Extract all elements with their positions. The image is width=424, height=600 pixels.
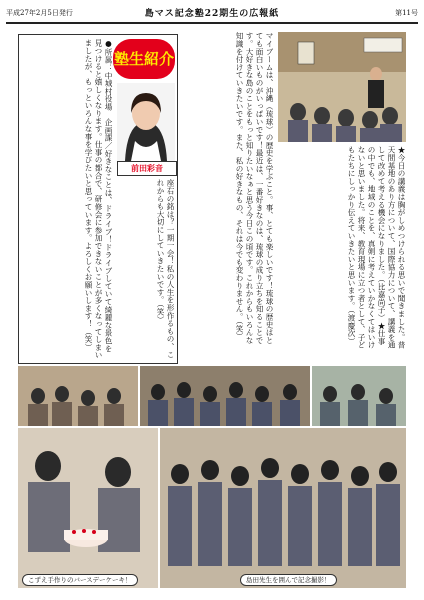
issue-number: 第11号	[395, 9, 418, 17]
intro-title: 塾生紹介	[113, 39, 175, 79]
newsletter-title: 島マス記念塾22期生の広報紙	[144, 9, 280, 19]
intro-text: ●所属：中城村役場 企画課／好きなことは、ドライブ！ドライブしていて綺麗な景色を見つけると嬉しくなります。仕事の都合で、研修会に参加できないことが多くなってしまいましたが、もっといろんな事を学びたいと思っています。よろしくお願いします！（笑）	[84, 39, 113, 359]
caption-birthday-cake: こずえ手作りのバースデーケーキ！	[22, 574, 138, 586]
page-header	[6, 6, 418, 20]
article-column-a: マイブームは、沖縄（琉球）の歴史を学ぶこと。事、とても楽しいです！琉球の歴史はとても面白いものがいっぱいです！最近は、一番好きなのは、琉球の成り立ちを知ることです。大好きな島のことをもっと知りたいなぁと思う今日この頃です。これからもいろんな知識を付けていきたいです。また、私の好きなもの、それは今でも変わりません。（笑）	[235, 32, 274, 344]
group-photo-3	[312, 366, 406, 426]
birthday-photo	[18, 428, 158, 588]
portrait-photo	[117, 83, 175, 161]
lecture-photo	[278, 32, 406, 142]
intro-text-extra: 座右の銘は？一期一会！私の人生を形作るもの、これからも大切にしていきたいです。（笑）	[156, 179, 175, 359]
article-column-b: ★今日の講義は胸がしめつけられる思いで聞きました。普天間基地のあり方について、国際協力について、講義を通して改めて考える機会になりました。（比嘉尚子）★仕事の中でも、地域のことを、真剣に考えていかなくてはいけないと思いました。将来、教育現場に立つ者として、子どもたちにしっかり伝えていきたいと思います。（渡慶次）	[347, 146, 406, 349]
photo-collage	[18, 366, 406, 591]
caption-group-photo: 島田先生を囲んで記念撮影！	[240, 574, 337, 586]
header-rule	[6, 22, 418, 24]
member-name: 前田彩音	[117, 161, 177, 176]
group-photo-2	[140, 366, 310, 426]
group-photo-1	[18, 366, 138, 426]
member-intro-box	[18, 34, 178, 364]
commemorative-photo	[160, 428, 406, 588]
issue-date: 平成27年2月5日発行	[6, 9, 73, 17]
